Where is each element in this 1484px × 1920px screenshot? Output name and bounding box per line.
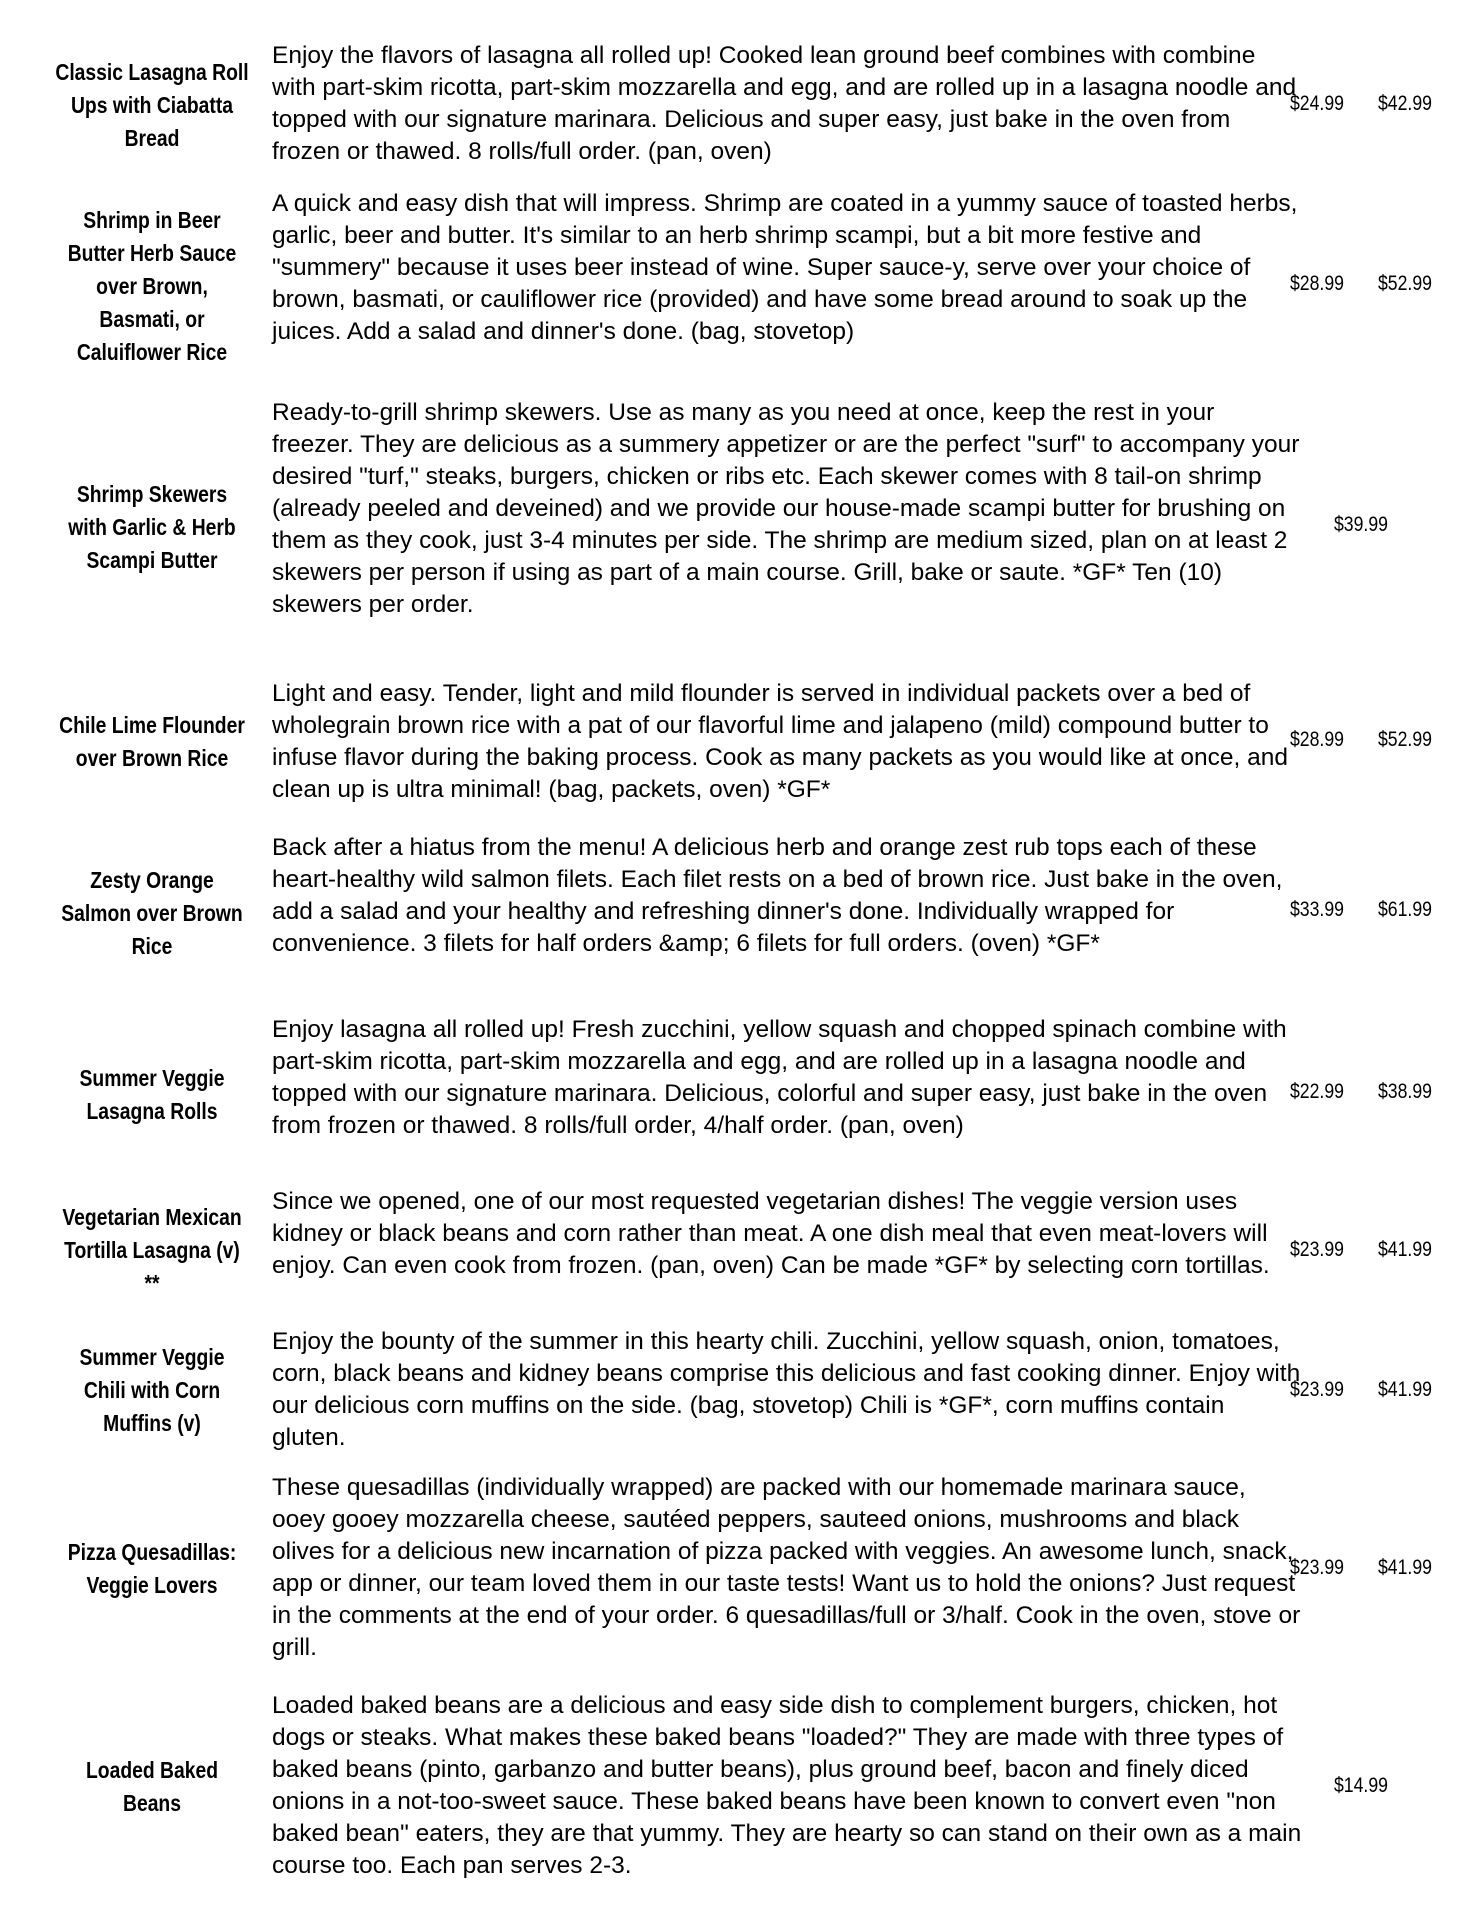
item-name (55, 204, 250, 369)
price-half: $33.99 (1290, 898, 1344, 921)
item-description: Since we opened, one of our most requested vegetarian dishes! The veggie version uses kidney or black beans and corn rather than meat. A one dish meal that even meat-lovers will enjoy. Can even cook from frozen. (pan, oven) Can be made *GF* by selecting corn tortillas. (272, 1188, 1270, 1279)
item-name (55, 1341, 250, 1440)
price-half: $23.99 (1290, 1556, 1344, 1579)
price-half: $23.99 (1290, 1378, 1344, 1401)
item-description: Light and easy. Tender, light and mild flounder is served in individual packets over a bed of wholegrain brown rice with a pat of our flavorful lime and jalapeno (mild) compound butter to infuse flavor during the baking process. Cook as many packets as you would like at once, and clean up is ultra minimal! (bag, packets, oven) *GF* (272, 680, 1288, 803)
item-name-line: Chile Lime Flounder (59, 712, 245, 738)
price-full: $61.99 (1378, 898, 1432, 921)
price-full: $42.99 (1378, 92, 1432, 115)
price-full: $52.99 (1378, 728, 1432, 751)
item-name-line: Bread (124, 124, 180, 151)
price-single: $14.99 (1334, 1774, 1388, 1797)
item-name (55, 1201, 250, 1300)
price-half: $28.99 (1290, 272, 1344, 295)
price-half: $23.99 (1290, 1238, 1344, 1261)
item-name-line: Basmati, or (99, 305, 205, 332)
price-half: $24.99 (1290, 92, 1344, 115)
price-single: $39.99 (1334, 513, 1388, 536)
item-description: These quesadillas (individually wrapped) are packed with our homemade marinara sauce, ooey gooey mozzarella cheese, sautéed peppers, sauteed onions, mushrooms and black olives for a delicious new incarnation of pizza packed with veggies. An awesome lunch, snack, app or dinner, our team loved them in our taste tests! Want us to hold the onions? Just request in the comments at the end of your order. 6 quesadillas/full or 3/half. Cook in the oven, stove or grill. (272, 1474, 1301, 1661)
menu-item (36, 1186, 1456, 1314)
item-name-line: Chili with Corn (83, 1376, 221, 1403)
menu-item (36, 397, 1456, 657)
item-name (55, 1062, 250, 1128)
item-name-line: Zesty Orange (90, 866, 214, 893)
price-full: $41.99 (1378, 1556, 1432, 1579)
item-name (55, 709, 250, 775)
item-name-line: Beans (122, 1790, 181, 1816)
item-name-line: Summer Veggie (79, 1065, 225, 1091)
price-full: $52.99 (1378, 272, 1432, 295)
item-name-line: over Brown, (96, 272, 208, 299)
item-name-line: Shrimp Skewers (76, 480, 228, 507)
price-half: $28.99 (1290, 728, 1344, 751)
menu-item (36, 1014, 1456, 1176)
item-description: Enjoy the bounty of the summer in this hearty chili. Zucchini, yellow squash, onion, tomatoes, corn, black beans and kidney beans comprise this delicious and fast cooking dinner. Enjoy with our delicious corn muffins on the side. (bag, stovetop) Chili is *GF*, corn muffins contain gluten. (272, 1328, 1301, 1451)
item-name-line: Rice (131, 932, 173, 959)
item-name-line: Veggie Lovers (86, 1572, 218, 1598)
item-name (55, 1754, 250, 1820)
price-full: $41.99 (1378, 1238, 1432, 1261)
menu-item (36, 1472, 1456, 1666)
item-name (55, 478, 250, 577)
item-name-line: Vegetarian Mexican (62, 1203, 242, 1230)
menu-item (36, 1690, 1456, 1884)
item-name-line: Ups with Ciabatta (70, 91, 234, 118)
price-full: $41.99 (1378, 1378, 1432, 1401)
menu-item (36, 832, 1456, 994)
item-description: Loaded baked beans are a delicious and easy side dish to complement burgers, chicken, hot dogs or steaks. What makes these baked beans "loaded?" They are made with three types of baked beans (pinto, garbanzo and butter beans), plus ground beef, bacon and finely diced onions in a not-too-sweet sauce. These baked beans have been known to convert even "non baked bean" eaters, they are that yummy. They are hearty so can stand on their own as a main course too. Each pan serves 2-3. (272, 1692, 1302, 1879)
item-description: Enjoy lasagna all rolled up! Fresh zucchini, yellow squash and chopped spinach combine with part-skim ricotta, part-skim mozzarella and egg, and are rolled up in a lasagna noodle and topped with our signature marinara. Delicious, colorful and super easy, just bake in the oven from frozen or thawed. 8 rolls/full order, 4/half order. (pan, oven) (272, 1016, 1287, 1139)
menu-item (36, 188, 1456, 384)
item-name-line: Muffins (v) (103, 1409, 201, 1436)
item-description: Ready-to-grill shrimp skewers. Use as many as you need at once, keep the rest in your freezer. They are delicious as a summery appetizer or are the perfect "surf" to accompany your desired "turf," steaks, burgers, chicken or ribs etc. Each skewer comes with 8 tail-on shrimp (already peeled and deveined) and we provide our house-made scampi butter for brushing on them as they cook, just 3-4 minutes per side. The shrimp are medium sized, plan on at least 2 skewers per person if using as part of a main course. Grill, bake or saute. *GF* Ten (10) skewers per order. (272, 399, 1300, 618)
item-name-line: Tortilla Lasagna (v) (64, 1236, 240, 1263)
menu-item (36, 1326, 1456, 1454)
item-name-line: Loaded Baked (85, 1757, 219, 1783)
menu-item (36, 678, 1456, 806)
item-name-line: Shrimp in Beer (83, 206, 221, 233)
item-description: Back after a hiatus from the menu! A delicious herb and orange zest rub tops each of these heart-healthy wild salmon filets. Each filet rests on a bed of brown rice. Just bake in the oven, add a salad and your healthy and refreshing dinner's done. Individually wrapped for convenience. 3 filets for half orders &amp; 6 filets for full orders. (oven) *GF* (272, 834, 1283, 957)
item-description: A quick and easy dish that will impress. Shrimp are coated in a yummy sauce of toasted herbs, garlic, beer and butter. It's similar to an herb shrimp scampi, but a bit more festive and "summery" because it uses beer instead of wine. Super sauce-y, serve over your choice of brown, basmati, or cauliflower rice (provided) and have some bread around to soak up the juices. Add a salad and dinner's done. (bag, stovetop) (272, 190, 1298, 345)
item-name-line: over Brown Rice (75, 745, 229, 771)
item-name-line: ** (144, 1269, 160, 1296)
price-full: $38.99 (1378, 1080, 1432, 1103)
item-description: Enjoy the flavors of lasagna all rolled up! Cooked lean ground beef combines with combine with part-skim ricotta, part-skim mozzarella and egg, and are rolled up in a lasagna noodle and topped with our signature marinara. Delicious and super easy, just bake in the oven from frozen or thawed. 8 rolls/full order. (pan, oven) (272, 42, 1297, 165)
item-name-line: Pizza Quesadillas: (67, 1539, 237, 1565)
item-name (55, 1536, 250, 1602)
item-name-line: Caluiflower Rice (76, 338, 228, 365)
item-name-line: Summer Veggie (79, 1343, 225, 1370)
price-half: $22.99 (1290, 1080, 1344, 1103)
menu-item (36, 40, 1456, 170)
item-name-line: Classic Lasagna Roll (55, 58, 249, 85)
item-name-line: Butter Herb Sauce (67, 239, 237, 266)
item-name-line: with Garlic & Herb (68, 513, 236, 540)
item-name-line: Salmon over Brown (61, 899, 243, 926)
item-name (55, 864, 250, 963)
item-name (55, 56, 250, 155)
item-name-line: Lasagna Rolls (86, 1098, 218, 1124)
item-name-line: Scampi Butter (86, 546, 218, 573)
